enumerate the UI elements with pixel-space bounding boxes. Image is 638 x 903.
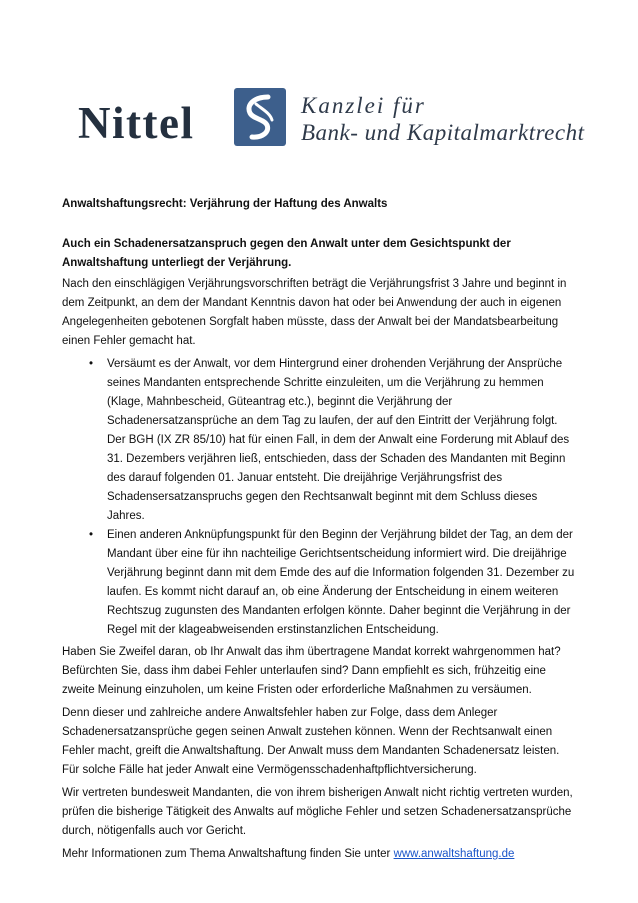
anwaltshaftung-link[interactable]: www.anwaltshaftung.de bbox=[393, 848, 515, 860]
paragraph-liability: Denn dieser und zahlreiche andere Anwaltsfehler haben zur Folge, dass dem Anleger Schadenersatzansprüche gegen seinen Anwalt zustehen können. Wenn der Rechtsanwalt einen Fehler macht, greift die Anwaltshaftung. Der Anwalt muss dem Mandanten Schadenersatz leisten. Für solche Fälle hat jeder Anwalt eine Vermögensschadenhaftpflichtversicherung. bbox=[62, 707, 560, 776]
paragraph-second-opinion: Haben Sie Zweifel daran, ob Ihr Anwalt das ihm übertragene Mandat korrekt wahrgenommen hat? Befürchten Sie, dass ihm dabei Fehler unterlaufen sind? Dann empfiehlt es sich, frühzeitig eine zweite Meinung einzuholen, um keine Fristen oder erforderliche Maßnahmen zu versäumen. bbox=[62, 646, 561, 696]
list-item bbox=[89, 355, 577, 526]
document-body bbox=[62, 195, 577, 868]
bullet-icon: • bbox=[89, 529, 94, 541]
list-item-text: Einen anderen Anknüpfungspunkt für den Beginn der Verjährung bildet der Tag, an dem der Mandant über eine für ihn nachteilige Gerichtsentscheidung informiert wird. Die dreijährige Verjährung beginnt dann mit dem Emde des auf die Information folgenden 31. Dezember zu laufen. Es kommt nicht darauf an, ob eine Änderung der Entscheidung in einem weiteren Rechtszug zugunsten des Mandanten erfolgen könnte. Daher beginnt die Verjährung in der Regel mit der klageabweisenden erstinstanzlichen Entscheidung. bbox=[107, 529, 575, 636]
logo-wordmark: Nittel bbox=[78, 98, 195, 148]
lead-paragraph: Auch ein Schadenersatzanspruch gegen den Anwalt unter dem Gesichtspunkt der Anwaltshaftung unterliegt der Verjährung. bbox=[62, 238, 511, 269]
bullet-list bbox=[62, 355, 577, 640]
paragraph-services: Wir vertreten bundesweit Mandanten, die von ihrem bisherigen Anwalt nicht richtig vertreten wurden, prüfen die bisherige Tätigkeit des Anwalts auf mögliche Fehler und setzen Schadenersatzansprüche durch, nötigenfalls auch vor Gericht. bbox=[62, 787, 573, 837]
logo-tagline-line1: Kanzlei für bbox=[301, 93, 426, 118]
document-title: Anwaltshaftungsrecht: Verjährung der Haftung des Anwalts bbox=[62, 198, 388, 210]
more-info-paragraph bbox=[62, 845, 577, 864]
list-item bbox=[89, 526, 577, 640]
list-item-text: Versäumt es der Anwalt, vor dem Hintergrund einer drohenden Verjährung der Ansprüche seines Mandanten entsprechende Schritte einzuleiten, um die Verjährung zu hemmen (Klage, Mahnbescheid, Güteantrag etc.), beginnt die Verjährung der Schadenersatzansprüche an dem Tag zu laufen, der auf den Eintritt der Verjährung folgt. Der BGH (IX ZR 85/10) hat für einen Fall, in dem der Anwalt eine Forderung mit Ablauf des 31. Dezembers verjähren ließ, entschieden, dass der Schaden des Mandanten mit Beginn des darauf folgenden 01. Januar entsteht. Die dreijährige Verjährungsfrist des Schadensersatzanspruchs gegen den Rechtsanwalt beginnt mit dem Schluss dieses Jahres. bbox=[107, 358, 570, 522]
kanzlei-logo bbox=[78, 88, 585, 160]
logo-tagline-line2: Bank- und Kapitalmarktrecht bbox=[301, 120, 585, 145]
logo-tagline bbox=[301, 92, 585, 146]
logo-emblem-icon bbox=[234, 88, 286, 146]
more-info-text: Mehr Informationen zum Thema Anwaltshaftung finden Sie unter bbox=[62, 848, 394, 860]
bullet-icon: • bbox=[89, 358, 94, 370]
intro-paragraph: Nach den einschlägigen Verjährungsvorschriften beträgt die Verjährungsfrist 3 Jahre und beginnt in dem Zeitpunkt, an dem der Mandant Kenntnis davon hat oder bei Anwendung der auch in eigenen Angelegenheiten gebotenen Sorgfalt haben müsste, dass der Anwalt bei der Mandatsbearbeitung einen Fehler gemacht hat. bbox=[62, 278, 567, 347]
